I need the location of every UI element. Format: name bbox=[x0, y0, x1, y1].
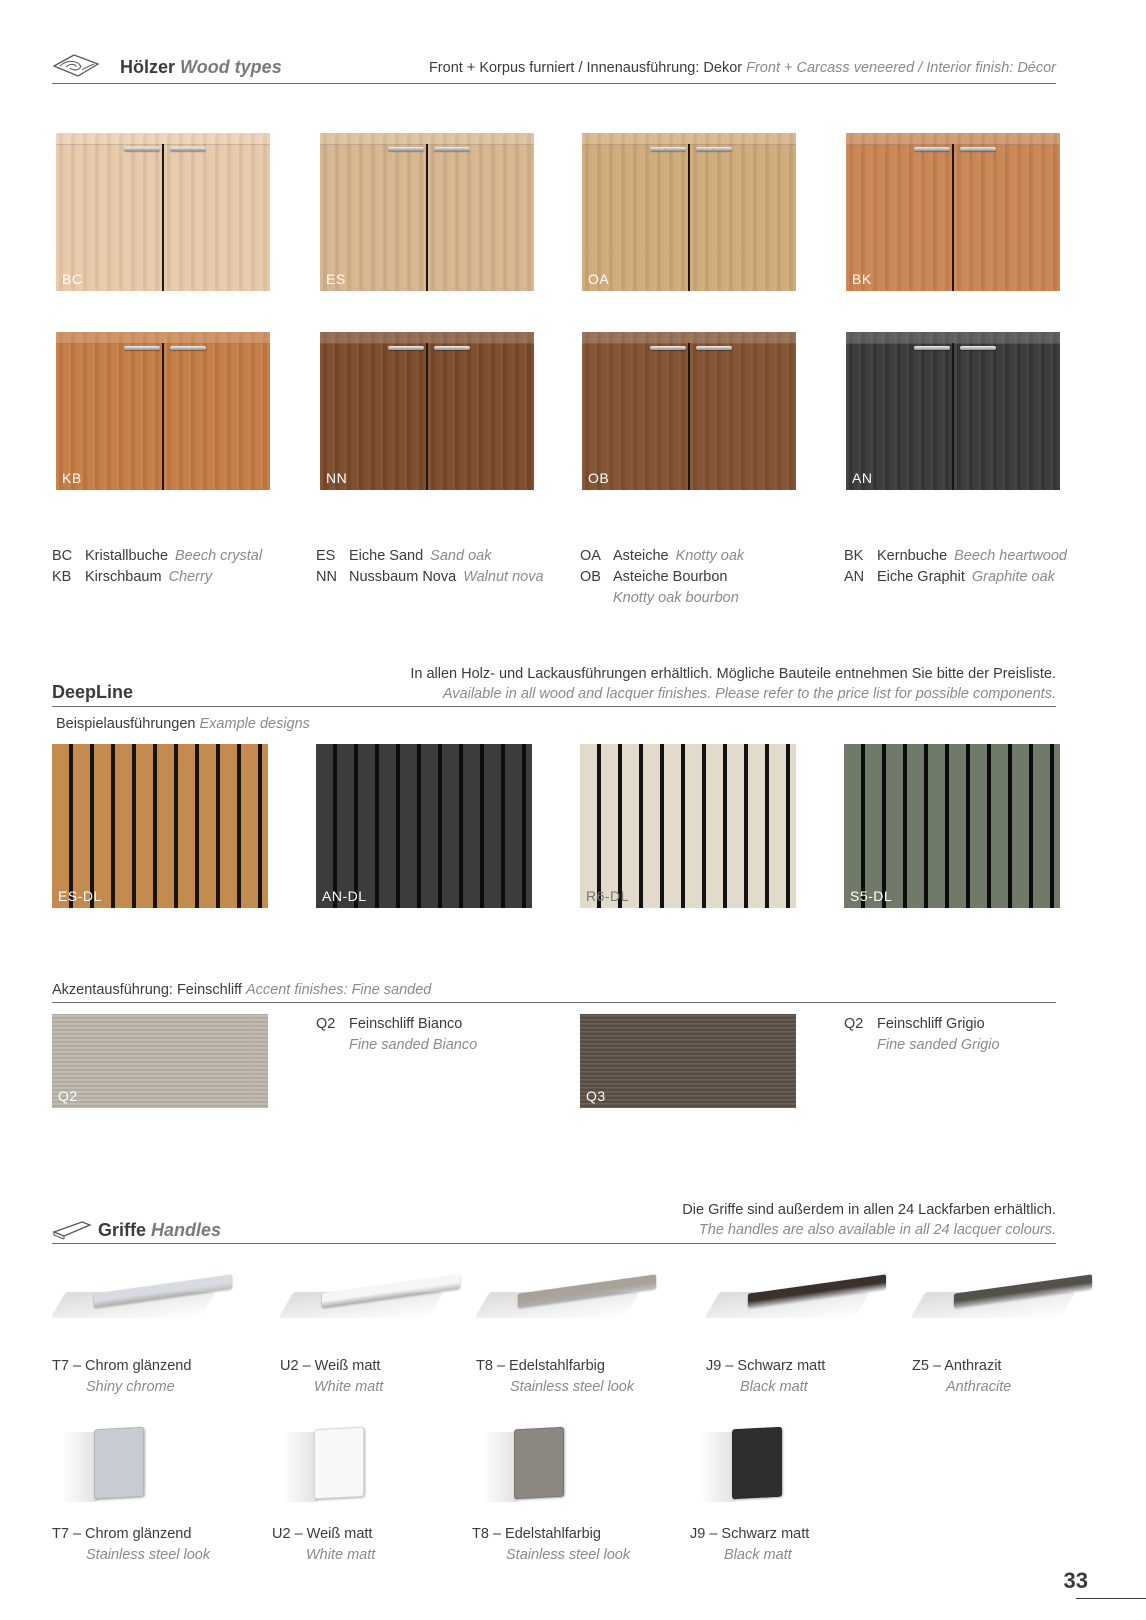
handle-name-de: U2 – Weiß matt bbox=[272, 1526, 373, 1542]
handle-name-de: T8 – Edelstahlfarbig bbox=[472, 1526, 601, 1542]
divider bbox=[52, 706, 1056, 707]
legend-name-de: Asteiche bbox=[613, 548, 669, 564]
legend-code: BC bbox=[52, 548, 73, 564]
legend-name-en: Beech heartwood bbox=[954, 548, 1067, 564]
handle-pull bbox=[960, 147, 996, 151]
handle-pull bbox=[388, 346, 424, 350]
handle-label bbox=[52, 1356, 191, 1398]
legend-code: NN bbox=[316, 569, 337, 585]
deepline-swatch bbox=[580, 744, 796, 908]
handle-name-de: T7 – Chrom glänzend bbox=[52, 1526, 192, 1542]
deepline-swatch bbox=[316, 744, 532, 908]
handle-label bbox=[52, 1524, 210, 1566]
swatch-code: BC bbox=[62, 271, 83, 287]
wood-swatch bbox=[582, 332, 796, 490]
swatch-code: Q3 bbox=[586, 1088, 606, 1104]
handle-name-en: White matt bbox=[306, 1547, 376, 1563]
handle-pull bbox=[170, 346, 206, 350]
legend-name-en: Fine sanded Bianco bbox=[349, 1037, 478, 1053]
handle-pull bbox=[434, 147, 470, 151]
legend-name-de: Feinschliff Grigio bbox=[877, 1016, 985, 1032]
legend-name-de: Kernbuche bbox=[877, 548, 948, 564]
swatch-code: ES bbox=[326, 271, 346, 287]
deepline-swatch bbox=[844, 744, 1060, 908]
handle-label bbox=[472, 1524, 630, 1566]
handle-pull bbox=[960, 346, 996, 350]
handle-name-de: J9 – Schwarz matt bbox=[690, 1526, 810, 1542]
legend-row bbox=[316, 567, 544, 588]
handle-knob-image bbox=[472, 1420, 592, 1510]
handle-name-de: T8 – Edelstahlfarbig bbox=[476, 1358, 605, 1374]
swatch-code: R6-DL bbox=[586, 888, 629, 904]
swatch-code: AN-DL bbox=[322, 888, 367, 904]
legend-row bbox=[844, 546, 1067, 567]
swatch-code: AN bbox=[852, 470, 873, 486]
swatch-code: KB bbox=[62, 470, 82, 486]
handle-pull bbox=[696, 346, 732, 350]
handle-label bbox=[476, 1356, 634, 1398]
handle-pull bbox=[914, 346, 950, 350]
handle-name-de: Z5 – Anthrazit bbox=[912, 1358, 1002, 1374]
handle-name-en: White matt bbox=[314, 1379, 384, 1395]
page-number: 33 bbox=[1063, 1568, 1088, 1593]
accent-title: Akzentausführung: Feinschliff Accent finishes: Fine sanded bbox=[52, 982, 432, 998]
legend-code: Q2 bbox=[316, 1016, 336, 1032]
legend-row bbox=[844, 567, 1067, 588]
deepline-title: DeepLine bbox=[52, 682, 134, 702]
legend-code: AN bbox=[844, 569, 865, 585]
divider bbox=[52, 83, 1056, 84]
handle-shadow bbox=[482, 1432, 518, 1502]
handle-label bbox=[272, 1524, 375, 1566]
handle-shadow bbox=[62, 1432, 98, 1502]
legend-name-en: Graphite oak bbox=[971, 569, 1055, 585]
wood-grain-icon bbox=[52, 52, 100, 80]
wood-swatch bbox=[56, 133, 270, 291]
legend-column bbox=[52, 546, 262, 588]
legend-row bbox=[316, 546, 544, 567]
handle-pull bbox=[650, 346, 686, 350]
legend-row bbox=[580, 567, 744, 588]
handle-label bbox=[706, 1356, 825, 1398]
legend-name-en: Knotty oak bourbon bbox=[613, 590, 739, 606]
legend-name-de: Eiche Sand bbox=[349, 548, 424, 564]
handle-name-en: Shiny chrome bbox=[86, 1379, 175, 1395]
legend-name-de: Nussbaum Nova bbox=[349, 569, 457, 585]
handle-icon bbox=[52, 1218, 92, 1240]
wood-swatch bbox=[56, 332, 270, 490]
handle-label bbox=[912, 1356, 1011, 1398]
legend-code: ES bbox=[316, 548, 336, 564]
legend-name-en: Knotty oak bbox=[675, 548, 745, 564]
handle-pull bbox=[388, 147, 424, 151]
swatch-code: BK bbox=[852, 271, 872, 287]
legend-row bbox=[52, 567, 262, 588]
legend-name-de: Eiche Graphit bbox=[877, 569, 965, 585]
swatch-code: S5-DL bbox=[850, 888, 893, 904]
wood-swatch bbox=[582, 133, 796, 291]
swatch-code: OB bbox=[588, 470, 610, 486]
swatch-code: OA bbox=[588, 271, 610, 287]
deepline-subtitle: Beispielausführungen Example designs bbox=[56, 716, 310, 732]
accent-label bbox=[316, 1014, 477, 1056]
divider bbox=[52, 1002, 1056, 1003]
handle-bar-image bbox=[476, 1270, 656, 1330]
handle-pull bbox=[434, 346, 470, 350]
swatch-code: ES-DL bbox=[58, 888, 102, 904]
legend-code: Q2 bbox=[844, 1016, 864, 1032]
handle-knob-image bbox=[272, 1420, 392, 1510]
handle-pull bbox=[170, 147, 206, 151]
deepline-note-en: Available in all wood and lacquer finishes. Please refer to the price list for possible components. bbox=[442, 686, 1056, 702]
legend-code: OB bbox=[580, 569, 601, 585]
deepline-swatch bbox=[52, 744, 268, 908]
handle-name-en: Black matt bbox=[740, 1379, 808, 1395]
handle-knob-image bbox=[52, 1420, 172, 1510]
legend-row bbox=[316, 1014, 477, 1035]
wood-swatch bbox=[320, 332, 534, 490]
legend-name-de: Feinschliff Bianco bbox=[349, 1016, 463, 1032]
legend-name-en: Cherry bbox=[168, 569, 213, 585]
accent-swatch bbox=[52, 1014, 268, 1108]
handle-pull bbox=[124, 147, 160, 151]
legend-column bbox=[316, 546, 544, 588]
legend-name-de: Asteiche Bourbon bbox=[613, 569, 728, 585]
handle-name-de: J9 – Schwarz matt bbox=[706, 1358, 826, 1374]
handle-label bbox=[690, 1524, 809, 1566]
section-title-wood: Hölzer Wood types bbox=[120, 57, 282, 77]
legend-name-en: Fine sanded Grigio bbox=[877, 1037, 1000, 1053]
legend-name-de: Kristallbuche bbox=[85, 548, 169, 564]
handle-bar-image bbox=[280, 1270, 460, 1330]
swatch-code: Q2 bbox=[58, 1088, 78, 1104]
accent-label bbox=[844, 1014, 1000, 1056]
handle-pull bbox=[914, 147, 950, 151]
handle-knob bbox=[94, 1427, 144, 1500]
wood-swatch bbox=[846, 332, 1060, 490]
divider bbox=[52, 1243, 1056, 1244]
handle-name-en: Stainless steel look bbox=[510, 1379, 635, 1395]
legend-name-de: Kirschbaum bbox=[85, 569, 162, 585]
legend-row bbox=[844, 1014, 1000, 1035]
handle-knob-image bbox=[690, 1420, 810, 1510]
legend-row bbox=[580, 546, 744, 567]
legend-name-en: Sand oak bbox=[430, 548, 492, 564]
handle-label bbox=[280, 1356, 383, 1398]
handle-bar-image bbox=[706, 1270, 886, 1330]
handle-pull bbox=[696, 147, 732, 151]
handle-name-de: T7 – Chrom glänzend bbox=[52, 1358, 192, 1374]
accent-swatch bbox=[580, 1014, 796, 1108]
wood-swatch bbox=[846, 133, 1060, 291]
deepline-note-de: In allen Holz- und Lackausführungen erhältlich. Mögliche Bauteile entnehmen Sie bitte der Preisliste. bbox=[410, 666, 1056, 682]
legend-column bbox=[580, 546, 744, 609]
handle-name-en: Black matt bbox=[724, 1547, 792, 1563]
handle-knob bbox=[514, 1427, 564, 1500]
handles-note-de: Die Griffe sind außerdem in allen 24 Lackfarben erhältlich. bbox=[682, 1202, 1056, 1218]
legend-code: BK bbox=[844, 548, 864, 564]
wood-header-note: Front + Korpus furniert / Innenausführung: Dekor Front + Carcass veneered / Interior finish: Décor bbox=[428, 60, 1056, 76]
wood-swatch bbox=[320, 133, 534, 291]
handle-pull bbox=[650, 147, 686, 151]
legend-column bbox=[844, 546, 1067, 588]
legend-code: OA bbox=[580, 548, 601, 564]
handle-shadow bbox=[282, 1432, 318, 1502]
page-number-rule bbox=[1076, 1598, 1146, 1599]
legend-row bbox=[52, 546, 262, 567]
handle-knob bbox=[732, 1427, 782, 1500]
handle-name-en: Anthracite bbox=[946, 1379, 1012, 1395]
handle-name-en: Stainless steel look bbox=[86, 1547, 211, 1563]
section-title-handles: Griffe Handles bbox=[98, 1220, 222, 1240]
legend-name-en: Walnut nova bbox=[463, 569, 544, 585]
handle-name-de: U2 – Weiß matt bbox=[280, 1358, 381, 1374]
handle-bar-image bbox=[912, 1270, 1092, 1330]
handle-shadow bbox=[700, 1432, 736, 1502]
handles-note-en: The handles are also available in all 24 lacquer colours. bbox=[698, 1222, 1056, 1238]
swatch-code: NN bbox=[326, 470, 348, 486]
handle-knob bbox=[314, 1427, 364, 1500]
legend-code: KB bbox=[52, 569, 72, 585]
legend-name-en: Beech crystal bbox=[175, 548, 263, 564]
handle-name-en: Stainless steel look bbox=[506, 1547, 631, 1563]
handle-pull bbox=[124, 346, 160, 350]
handle-bar-image bbox=[52, 1270, 232, 1330]
